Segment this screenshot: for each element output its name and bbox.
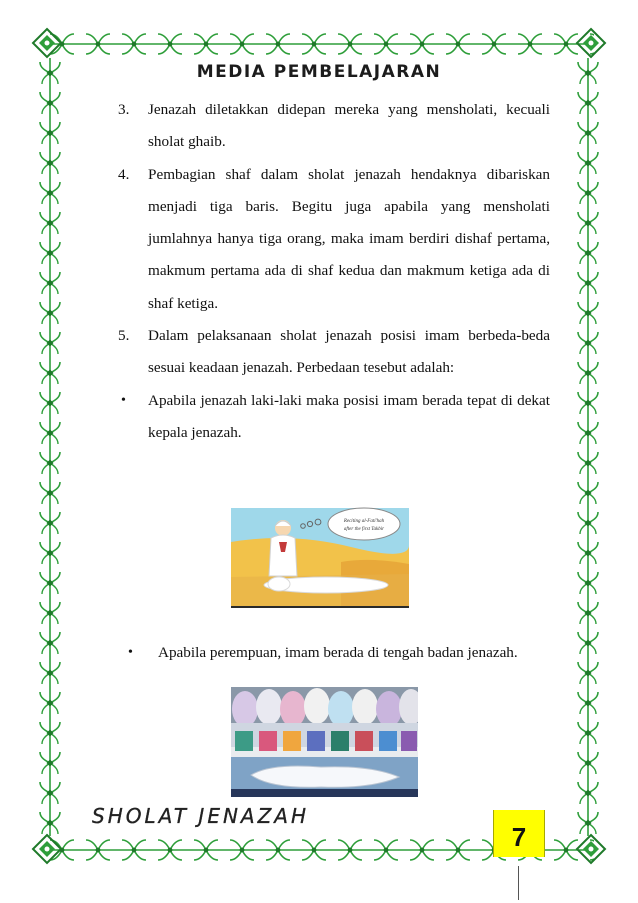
corner-ornament-icon <box>574 26 608 60</box>
decorative-border-right <box>574 58 602 836</box>
decorative-border-left <box>36 58 64 836</box>
list-item-3 <box>118 94 550 159</box>
list-item-4 <box>118 159 550 320</box>
footer-divider-line <box>518 866 519 900</box>
corner-ornament-icon <box>30 26 64 60</box>
content-list <box>118 94 550 449</box>
list-item-text: Jenazah diletakkan didepan mereka yang mensholati, kecuali sholat ghaib. <box>148 101 550 151</box>
list-item-5 <box>118 320 550 385</box>
list-marker: 5. <box>118 327 130 345</box>
page-number-box <box>493 810 545 857</box>
corner-ornament-icon <box>574 832 608 866</box>
list-item-text: Pembagian shaf dalam sholat jenazah hendaknya dibariskan menjadi tiga baris. Begitu juga apabila yang mensholati jumlahnya hanya tiga orang, maka imam berdiri dishaf pertama, makmum pertama ada di shaf kedua dan makmum ketiga ada di shaf ketiga. <box>148 165 550 312</box>
bullet-item-text: Apabila perempuan, imam berada di tengah badan jenazah. <box>158 644 518 661</box>
list-marker: 3. <box>118 101 130 118</box>
page-header-title: MEDIA PEMBELAJARAN <box>196 62 442 82</box>
list-item-text: Dalam pelaksanaan sholat jenazah posisi imam berbeda-beda sesuai keadaan jenazah. Perbedaan tesebut adalah: <box>148 327 550 377</box>
footer-title: SHOLAT JENAZAH <box>92 804 310 828</box>
bullet-item-female <box>128 641 528 664</box>
bullet-item-text: Apabila jenazah laki-laki maka posisi imam berada tepat di dekat kepala jenazah. <box>148 391 550 441</box>
page-number: 7 <box>511 822 527 852</box>
corner-ornament-icon <box>30 832 64 866</box>
bullet-marker: • <box>121 392 126 408</box>
bullet-marker: • <box>128 645 133 660</box>
decorative-border-top <box>44 30 594 58</box>
illustration-caption-line2: after the first Takbir <box>343 527 385 532</box>
photo-imam-female <box>231 687 418 797</box>
list-marker: 4. <box>118 165 130 183</box>
bullet-item-male <box>118 385 550 450</box>
illustration-caption-line1: Reciting al-Fati'hah <box>343 519 385 524</box>
illustration-imam-male <box>231 502 409 608</box>
